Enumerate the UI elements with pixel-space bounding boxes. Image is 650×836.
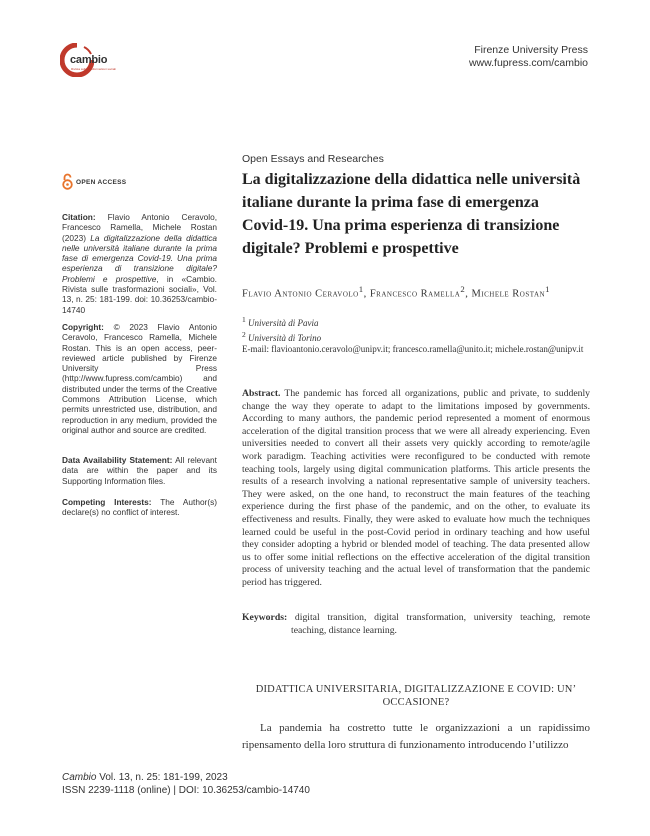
open-access-label: OPEN ACCESS bbox=[76, 179, 127, 186]
citation-block bbox=[62, 212, 217, 315]
author-affiliation-mark: 1 bbox=[545, 284, 550, 294]
data-availability-label: Data Availability Statement: bbox=[62, 455, 173, 465]
open-access-lock-icon bbox=[62, 173, 73, 190]
publisher-url[interactable]: www.fupress.com/cambio bbox=[468, 57, 588, 69]
affiliation-item bbox=[242, 329, 590, 344]
section-heading: DIDATTICA UNIVERSITARIA, DIGITALIZZAZIONE E COVID: UN’ OCCASIONE? bbox=[255, 684, 577, 708]
body-paragraph: La pandemia ha costretto tutte le organizzazioni a un rapidissimo ripensamento della loro struttura di funzionamento introducendo l’utilizzo bbox=[242, 722, 590, 751]
publisher-block bbox=[469, 44, 588, 70]
footer-volume: Vol. 13, n. 25: 181-199, 2023 bbox=[96, 772, 228, 783]
affiliation-name: Università di Torino bbox=[248, 333, 322, 343]
competing-interests-block bbox=[62, 497, 217, 518]
abstract-text: The pandemic has forced all organizations, public and private, to suddenly change the way they operate to adapt to the limitations imposed by governments. According to many authors, the pandemic period represented a moment of enormous acceleration of the digital transition process that we were all already experiencing. Even universities needed to convert all their assets very quickly according to remote/agile work paradigm. Teaching activities were reconfigured to be conducted with remote teaching tools, largely using digital communication platforms. This article presents the results of a research involving a national representative sample of university teachers. They were asked, on the one hand, to reconstruct the main features of the teaching experience during the first phase of the pandemic, and on the other, to evaluate its effectiveness and results. Finally, they were asked to evaluate how much the techniques learned could be useful in the post-Covid period in ordinary teaching and how useful they consider adopting a hybrid or blended model of teaching. The data presented allow us to offer some initial reflections on the effective acceleration of the digital transition process of university teaching and the actual level of transformation that the pandemic period has triggered. bbox=[242, 388, 590, 588]
copyright-label: Copyright: bbox=[62, 322, 104, 332]
affiliation-name: Università di Pavia bbox=[248, 318, 319, 328]
citation-authors: Flavio Antonio Ceravolo, Francesco Ramella, Michele Rostan (2023) bbox=[62, 212, 218, 243]
citation-journal: , in «Cambio. Rivista sulle trasformazioni sociali», Vol. 13, n. 25: 181-199. doi: 10.36253/cambio-14740 bbox=[62, 273, 217, 315]
affiliation-mark: 2 bbox=[242, 330, 246, 339]
author-name: Flavio Antonio Ceravolo bbox=[242, 288, 359, 300]
author-separator: , bbox=[465, 288, 472, 300]
competing-interests-label: Competing Interests: bbox=[62, 497, 152, 507]
citation-label: Citation: bbox=[62, 212, 96, 222]
open-access-badge bbox=[62, 173, 182, 195]
author-affiliation-mark: 1 bbox=[358, 284, 364, 294]
keywords-label: Keywords: bbox=[242, 612, 288, 623]
affiliation-item bbox=[242, 314, 590, 329]
abstract bbox=[242, 388, 590, 590]
page-footer bbox=[62, 772, 310, 797]
footer-citation-line bbox=[62, 772, 310, 785]
affiliation-mark: 1 bbox=[242, 315, 246, 324]
author-name: Michele Rostan bbox=[471, 288, 546, 300]
author-name: Francesco Ramella bbox=[369, 288, 461, 300]
section-label: Open Essays and Researches bbox=[242, 153, 384, 165]
footer-journal-name: Cambio bbox=[62, 772, 97, 783]
copyright-text: © 2023 Flavio Antonio Ceravolo, Francesco Ramella, Michele Rostan. This is an open access, peer-reviewed article published by Firenze University Press (http://www.fupress.com/cambio) and distributed under the terms of the Creative Commons Attribution License, which permits unrestricted use, distribution, and reproduction in any medium, provided the original author and source are credited. bbox=[62, 322, 217, 435]
author-list bbox=[242, 282, 590, 302]
logo-subtitle: Rivista sulle trasformazioni sociali bbox=[71, 67, 116, 71]
footer-issn-line: ISSN 2239-1118 (online) | DOI: 10.36253/cambio-14740 bbox=[62, 784, 310, 796]
data-availability-text: All relevant data are within the paper and its Supporting Information files. bbox=[62, 455, 217, 486]
competing-interests-text: The Author(s) declare(s) no conflict of interest. bbox=[62, 497, 217, 518]
logo-text: cambio bbox=[70, 54, 108, 66]
article-title: La digitalizzazione della didattica nelle università italiane durante la prima fase di emergenza Covid-19. Una prima esperienza di transizione digitale? Problemi e prospettive bbox=[242, 171, 581, 257]
affiliations bbox=[242, 314, 590, 355]
publisher-name: Firenze University Press bbox=[474, 44, 588, 56]
journal-logo bbox=[60, 43, 120, 83]
author-affiliation-mark: 2 bbox=[460, 284, 466, 294]
data-availability-block bbox=[62, 455, 217, 486]
keywords-text: digital transition, digital transformation, university teaching, remote teaching, distance learning. bbox=[291, 612, 591, 636]
copyright-block bbox=[62, 322, 217, 435]
author-separator: , bbox=[363, 288, 370, 300]
author-emails[interactable]: E-mail: flavioantonio.ceravolo@unipv.it; francesco.ramella@unito.it; michele.rostan@unipv.it bbox=[242, 344, 584, 354]
citation-title: La digitalizzazione della didattica nelle università italiane durante la prima fase di emergenza Covid-19. Una prima esperienza di transizione digitale? Problemi e prospettive bbox=[62, 232, 218, 284]
keywords bbox=[242, 612, 590, 637]
abstract-label: Abstract. bbox=[242, 388, 281, 399]
